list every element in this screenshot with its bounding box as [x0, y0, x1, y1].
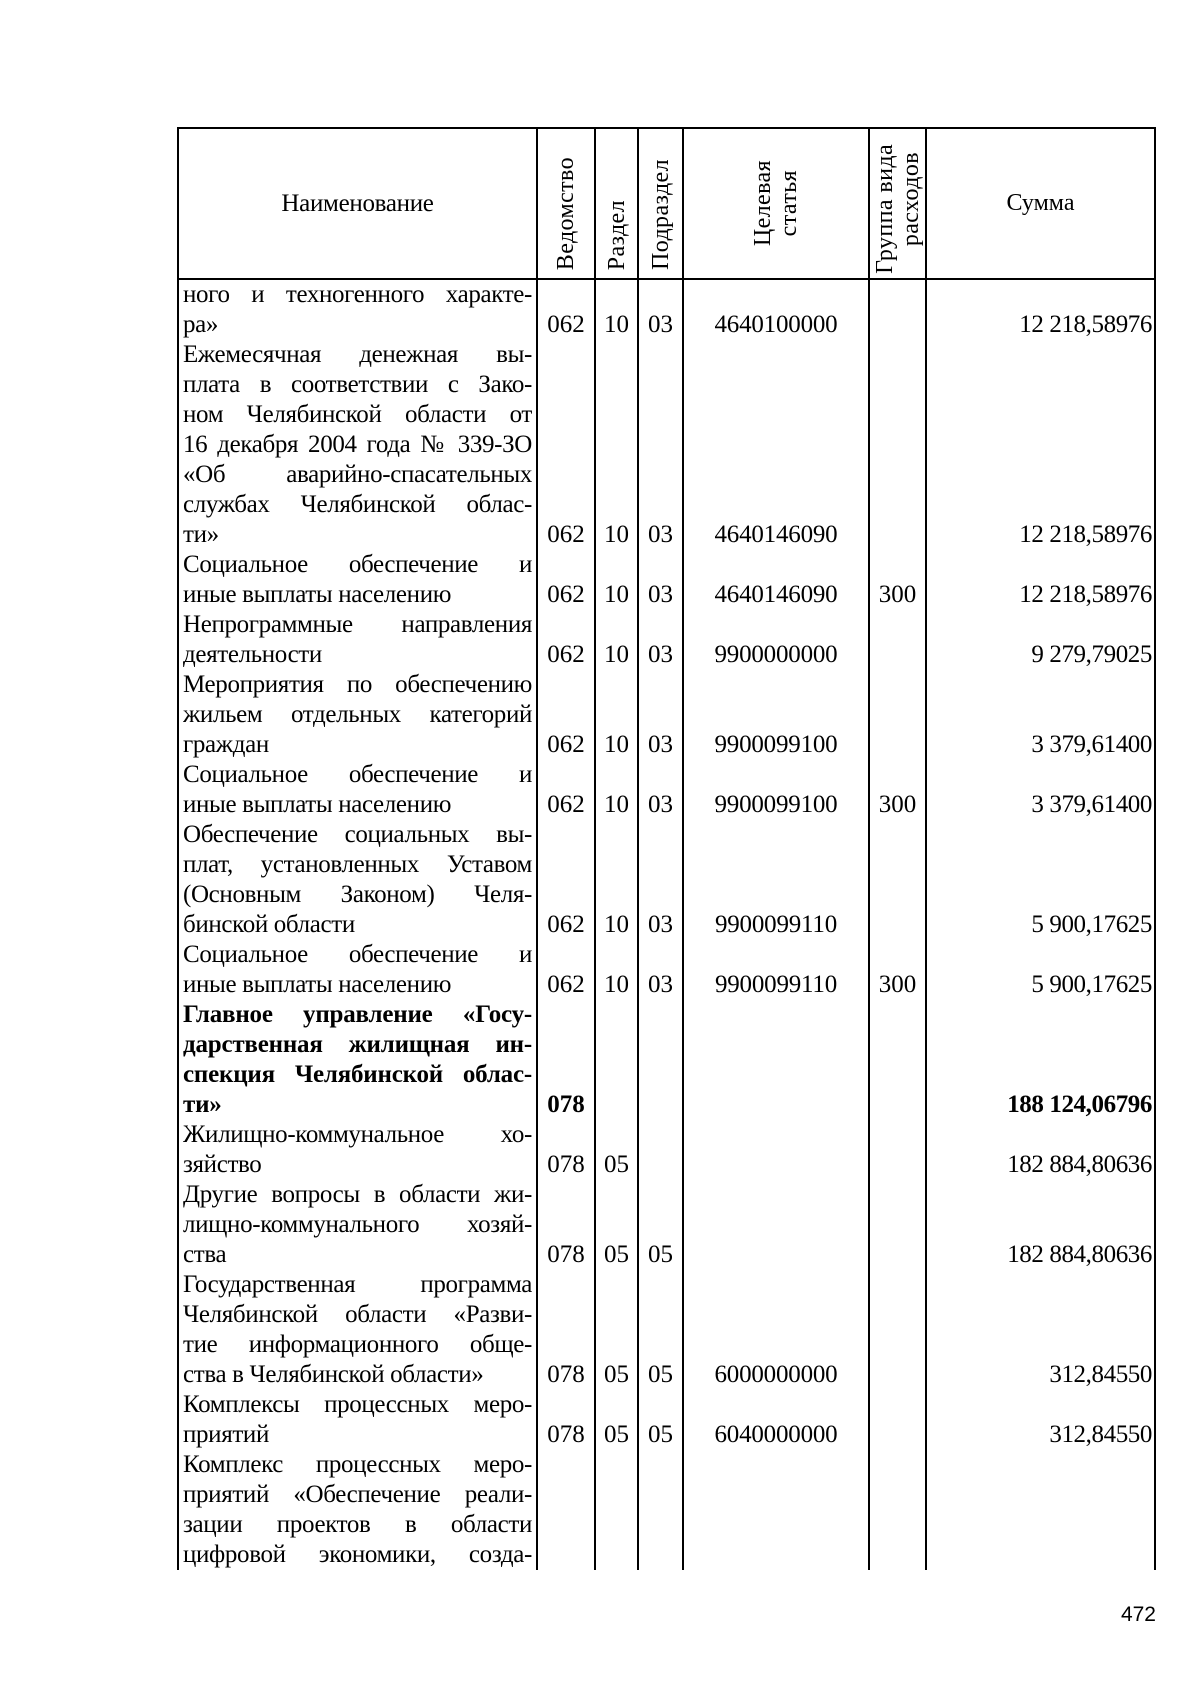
cell-vedomstvo: 062 — [537, 550, 595, 610]
table-row — [178, 610, 1155, 670]
cell-name-line: (Основным Законом) Челя- — [183, 881, 532, 908]
cell-celevaya-statya — [683, 1120, 869, 1180]
cell-razdel: 10 — [595, 820, 638, 940]
cell-celevaya-statya: 6040000000 — [683, 1390, 869, 1450]
cell-razdel: 05 — [595, 1180, 638, 1270]
cell-vedomstvo: 062 — [537, 340, 595, 550]
cell-name-line: Другие вопросы в области жи- — [183, 1181, 532, 1208]
cell-name-line: Социальное обеспечение и — [183, 941, 532, 968]
header-vedomstvo-label: Ведомство — [553, 156, 579, 270]
cell-vedomstvo — [537, 1450, 595, 1570]
cell-name-line: жильем отдельных категорий — [183, 701, 532, 728]
cell-podrazdel: 05 — [638, 1390, 683, 1450]
header-name — [178, 128, 537, 279]
cell-gruppa-vida-rashodov — [869, 1000, 926, 1120]
cell-vedomstvo: 062 — [537, 940, 595, 1000]
cell-name-line: Комплекс процессных меро- — [183, 1451, 532, 1478]
cell-vedomstvo: 078 — [537, 1390, 595, 1450]
cell-name-line: Социальное обеспечение и — [183, 551, 532, 578]
cell-name-line: службах Челябинской облас- — [183, 491, 532, 518]
cell-name-line: граждан — [183, 731, 269, 758]
cell-summa: 3 379,61400 — [926, 760, 1155, 820]
table-row — [178, 1180, 1155, 1270]
cell-name-line: Социальное обеспечение и — [183, 761, 532, 788]
header-gruppa-vida-rashodov — [869, 128, 926, 279]
cell-name-line: ства в Челябинской области» — [183, 1361, 484, 1388]
cell-name-line: дарственная жилищная ин- — [183, 1031, 532, 1058]
table-row — [178, 760, 1155, 820]
header-summa — [926, 128, 1155, 279]
header-podrazdel-label: Подраздел — [647, 159, 674, 270]
cell-podrazdel: 03 — [638, 760, 683, 820]
cell-name — [178, 1000, 537, 1120]
cell-name — [178, 1270, 537, 1390]
cell-gruppa-vida-rashodov — [869, 670, 926, 760]
cell-podrazdel — [638, 1120, 683, 1180]
cell-razdel: 10 — [595, 550, 638, 610]
cell-razdel — [595, 1450, 638, 1570]
cell-podrazdel: 03 — [638, 550, 683, 610]
cell-razdel: 05 — [595, 1270, 638, 1390]
table-row — [178, 1120, 1155, 1180]
cell-name-line: лищно-коммунального хозяй- — [183, 1211, 532, 1238]
cell-name-line: Главное управление «Госу- — [183, 1001, 532, 1028]
cell-summa: 12 218,58976 — [926, 279, 1155, 340]
cell-name-line: Комплексы процессных меро- — [183, 1391, 532, 1418]
cell-name-line: Жилищно-коммунальное хо- — [183, 1121, 532, 1148]
cell-summa — [926, 1450, 1155, 1570]
cell-name-line: Государственная программа — [183, 1271, 532, 1298]
cell-vedomstvo: 078 — [537, 1120, 595, 1180]
table-row — [178, 1450, 1155, 1570]
cell-name-line: Ежемесячная денежная вы- — [183, 341, 532, 368]
cell-name — [178, 550, 537, 610]
cell-gruppa-vida-rashodov — [869, 1120, 926, 1180]
cell-celevaya-statya: 9900099110 — [683, 820, 869, 940]
cell-vedomstvo: 062 — [537, 670, 595, 760]
cell-vedomstvo: 062 — [537, 820, 595, 940]
cell-name-line: цифровой экономики, созда- — [183, 1541, 532, 1568]
cell-celevaya-statya: 9900099100 — [683, 670, 869, 760]
header-name-label: Наименование — [281, 189, 434, 217]
cell-summa: 12 218,58976 — [926, 340, 1155, 550]
cell-name-line: зации проектов в области — [183, 1511, 532, 1538]
cell-gruppa-vida-rashodov — [869, 1270, 926, 1390]
cell-celevaya-statya: 6000000000 — [683, 1270, 869, 1390]
cell-name-line: зяйство — [183, 1151, 262, 1178]
header-razdel-label: Раздел — [603, 199, 630, 270]
cell-name — [178, 279, 537, 340]
cell-podrazdel: 03 — [638, 279, 683, 340]
cell-vedomstvo: 062 — [537, 760, 595, 820]
cell-name — [178, 1450, 537, 1570]
cell-name-line: иные выплаты населению — [183, 971, 452, 998]
table-row — [178, 1270, 1155, 1390]
table-row — [178, 279, 1155, 340]
header-celevaya-statya — [683, 128, 869, 279]
cell-vedomstvo: 062 — [537, 610, 595, 670]
cell-summa: 182 884,80636 — [926, 1180, 1155, 1270]
cell-gruppa-vida-rashodov — [869, 1390, 926, 1450]
cell-name — [178, 1120, 537, 1180]
table-row — [178, 1390, 1155, 1450]
cell-name-line: иные выплаты населению — [183, 791, 452, 818]
cell-name-line: иные выплаты населению — [183, 581, 452, 608]
cell-name-line: ти» — [183, 521, 219, 548]
cell-podrazdel: 03 — [638, 340, 683, 550]
header-celevaya-line1: Целевая — [750, 160, 776, 247]
cell-razdel: 05 — [595, 1120, 638, 1180]
cell-summa: 188 124,06796 — [926, 1000, 1155, 1120]
cell-name-line: тие информационного обще- — [183, 1331, 532, 1358]
header-gruppa-line1: Группа вида — [871, 144, 898, 274]
cell-gruppa-vida-rashodov: 300 — [869, 550, 926, 610]
cell-gruppa-vida-rashodov — [869, 340, 926, 550]
cell-summa: 3 379,61400 — [926, 670, 1155, 760]
header-summa-label: Сумма — [1006, 190, 1075, 216]
cell-name-line: спекция Челябинской облас- — [183, 1061, 532, 1088]
cell-razdel — [595, 1000, 638, 1120]
cell-name-line: плата в соответствии с Зако- — [183, 371, 532, 398]
cell-podrazdel: 03 — [638, 670, 683, 760]
page-number: 472 — [1120, 1603, 1156, 1626]
cell-gruppa-vida-rashodov — [869, 1450, 926, 1570]
cell-podrazdel — [638, 1000, 683, 1120]
cell-name-line: ного и техногенного характе- — [183, 281, 532, 308]
cell-celevaya-statya: 9900000000 — [683, 610, 869, 670]
cell-name — [178, 610, 537, 670]
table-header — [178, 128, 1155, 279]
cell-razdel: 10 — [595, 279, 638, 340]
cell-summa: 182 884,80636 — [926, 1120, 1155, 1180]
cell-podrazdel: 05 — [638, 1270, 683, 1390]
header-razdel — [595, 128, 638, 279]
cell-name-line: деятельности — [183, 641, 322, 668]
cell-name — [178, 760, 537, 820]
cell-summa: 5 900,17625 — [926, 820, 1155, 940]
cell-name-line: 16 декабря 2004 года № 339-ЗО — [183, 431, 532, 458]
cell-razdel: 10 — [595, 670, 638, 760]
cell-celevaya-statya: 4640146090 — [683, 550, 869, 610]
cell-celevaya-statya: 9900099100 — [683, 760, 869, 820]
header-podrazdel — [638, 128, 683, 279]
cell-name-line: ном Челябинской области от — [183, 401, 532, 428]
cell-summa: 9 279,79025 — [926, 610, 1155, 670]
table-row — [178, 340, 1155, 550]
cell-summa: 312,84550 — [926, 1390, 1155, 1450]
cell-name-line: плат, установленных Уставом — [183, 851, 532, 878]
cell-podrazdel: 05 — [638, 1180, 683, 1270]
cell-name-line: Обеспечение социальных вы- — [183, 821, 532, 848]
cell-gruppa-vida-rashodov: 300 — [869, 940, 926, 1000]
cell-name — [178, 820, 537, 940]
cell-celevaya-statya: 4640100000 — [683, 279, 869, 340]
cell-name-line: Челябинской области «Разви- — [183, 1301, 532, 1328]
cell-name-line: ства — [183, 1241, 227, 1268]
table-row — [178, 820, 1155, 940]
cell-gruppa-vida-rashodov: 300 — [869, 760, 926, 820]
cell-summa: 5 900,17625 — [926, 940, 1155, 1000]
cell-razdel: 10 — [595, 760, 638, 820]
cell-celevaya-statya: 9900099110 — [683, 940, 869, 1000]
cell-name-line: приятий «Обеспечение реали- — [183, 1481, 532, 1508]
cell-gruppa-vida-rashodov — [869, 820, 926, 940]
table-row — [178, 1000, 1155, 1120]
table-row — [178, 670, 1155, 760]
cell-podrazdel: 03 — [638, 820, 683, 940]
cell-name-line: ти» — [183, 1091, 222, 1118]
table-body — [178, 279, 1155, 1570]
cell-name-line: бинской области — [183, 911, 355, 938]
cell-gruppa-vida-rashodov — [869, 610, 926, 670]
cell-celevaya-statya — [683, 1000, 869, 1120]
cell-vedomstvo: 078 — [537, 1270, 595, 1390]
cell-vedomstvo: 062 — [537, 279, 595, 340]
cell-name — [178, 940, 537, 1000]
cell-name — [178, 1390, 537, 1450]
cell-name-line: «Об аварийно-спасательных — [183, 461, 532, 488]
header-celevaya-line2: статья — [776, 170, 802, 237]
cell-gruppa-vida-rashodov — [869, 279, 926, 340]
table-row — [178, 940, 1155, 1000]
cell-podrazdel — [638, 1450, 683, 1570]
cell-summa: 12 218,58976 — [926, 550, 1155, 610]
cell-podrazdel: 03 — [638, 940, 683, 1000]
cell-name-line: ра» — [183, 311, 219, 338]
cell-razdel: 10 — [595, 940, 638, 1000]
cell-razdel: 05 — [595, 1390, 638, 1450]
cell-vedomstvo: 078 — [537, 1000, 595, 1120]
cell-razdel: 10 — [595, 610, 638, 670]
cell-celevaya-statya: 4640146090 — [683, 340, 869, 550]
cell-summa: 312,84550 — [926, 1270, 1155, 1390]
cell-name-line: Мероприятия по обеспечению — [183, 671, 532, 698]
cell-name-line: приятий — [183, 1421, 269, 1448]
cell-name — [178, 1180, 537, 1270]
cell-name — [178, 340, 537, 550]
cell-celevaya-statya — [683, 1450, 869, 1570]
budget-expenditure-table — [177, 127, 1156, 1570]
table-row — [178, 550, 1155, 610]
cell-celevaya-statya — [683, 1180, 869, 1270]
cell-name-line: Непрограммные направления — [183, 611, 532, 638]
header-gruppa-line2: расходов — [897, 152, 924, 247]
header-vedomstvo — [537, 128, 595, 279]
cell-gruppa-vida-rashodov — [869, 1180, 926, 1270]
cell-podrazdel: 03 — [638, 610, 683, 670]
cell-vedomstvo: 078 — [537, 1180, 595, 1270]
cell-razdel: 10 — [595, 340, 638, 550]
cell-name — [178, 670, 537, 760]
